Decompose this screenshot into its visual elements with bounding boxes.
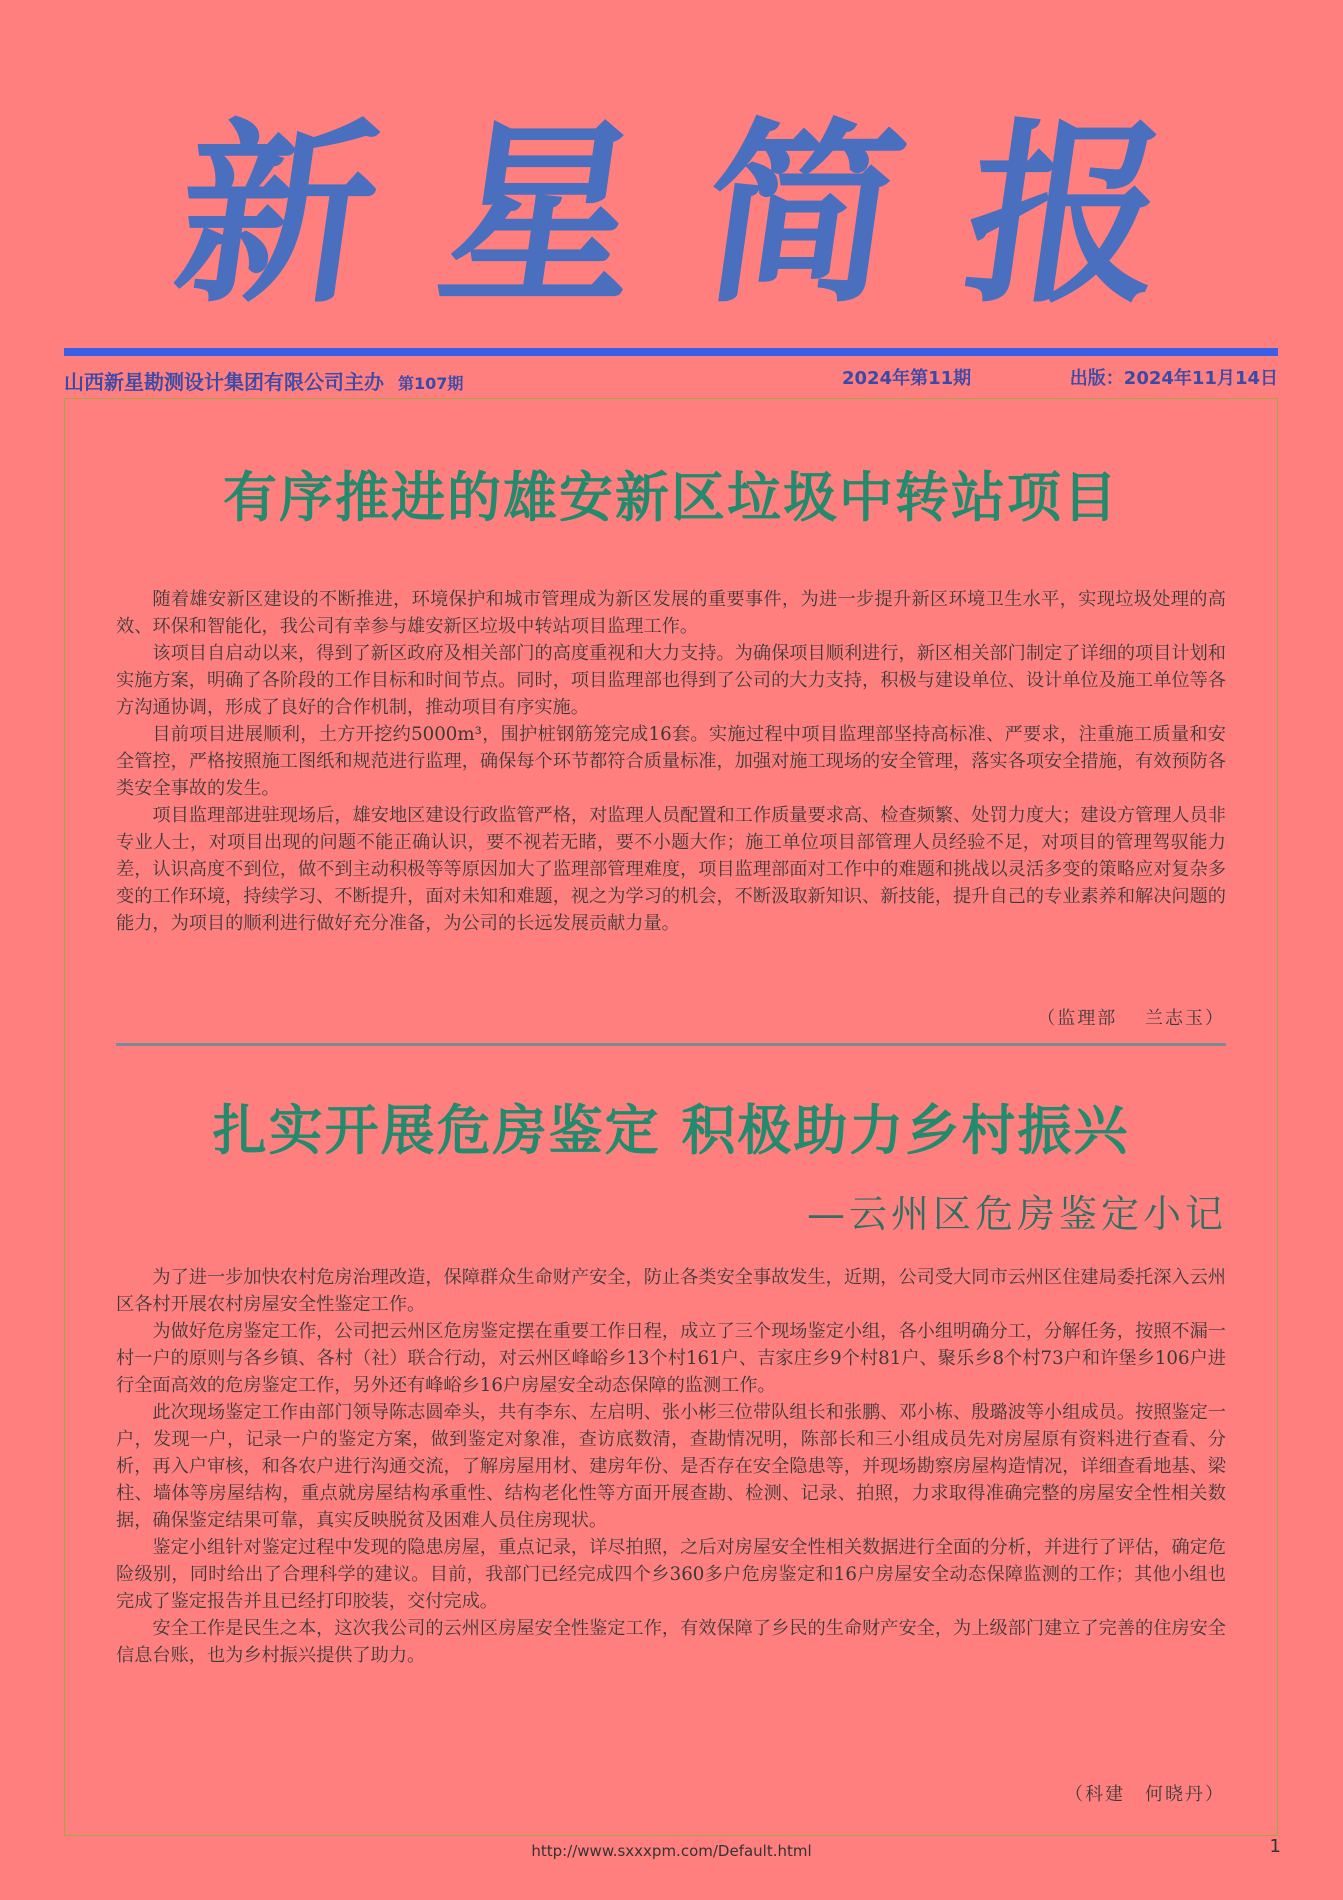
page-number: 1 [1269,1836,1281,1857]
issue-total: 第107期 [398,374,464,393]
article2-paragraph: 为了进一步加快农村危房治理改造，保障群众生命财产安全，防止各类安全事故发生，近期，公司受大同市云州区住建局委托深入云州区各村开展农村房屋安全性鉴定工作。 [116,1267,1226,1315]
masthead-title [0,95,1343,335]
masthead-rule [64,348,1278,356]
issue-number: 2024年第11期 [842,368,972,389]
article2-paragraph: 此次现场鉴定工作由部门领导陈志圆牵头，共有李东、左启明、张小彬三位带队组长和张鹏、邓小栋、殷璐波等小组成员。按照鉴定一户，发现一户，记录一户的鉴定方案，做到鉴定对象准，查访底数清，查勘情况明，陈部长和三小组成员先对房屋原有资料进行查看、分析，再入户审核，和各农户进行沟通交流，了解房屋用材、建房年份、是否存在安全隐患等，并现场勘察房屋构造情况，详细查看地基、梁柱、墙体等房屋结构，重点就房屋结构承重性、结构老化性等方面开展查勘、检测、记录、拍照，力求取得准确完整的房屋安全性相关数据，确保鉴定结果可靠，真实反映脱贫及困难人员住房现状。 [116,1402,1226,1531]
article2-headline: 扎实开展危房鉴定 积极助力乡村振兴 [212,1098,1130,1162]
article1-paragraph: 该项目自启动以来，得到了新区政府及相关部门的高度重视和大力支持。为确保项目顺利进行，新区相关部门制定了详细的项目计划和实施方案，明确了各阶段的工作目标和时间节点。同时，项目监理部也得到了公司的大力支持，积极与建设单位、设计单位及施工单位等各方沟通协调，形成了良好的合作机制，推动项目有序实施。 [116,643,1226,718]
masthead-char: 新 [163,101,391,329]
article1-paragraph: 目前项目进展顺利，土方开挖约5000m³，围护桩钢筋笼完成16套。实施过程中项目监理部坚持高标准、严要求，注重施工质量和安全管控，严格按照施工图纸和规范进行监理，确保每个环节都符合质量标准，加强对施工现场的安全管理，落实各项安全措施，有效预防各类安全事故的发生。 [116,724,1226,799]
info-bar [64,362,1278,394]
masthead-char: 报 [952,101,1180,329]
masthead-char: 星 [426,101,654,329]
article2-byline: （科建 何晓丹） [1065,1784,1225,1805]
article1-paragraph: 随着雄安新区建设的不断推进，环境保护和城市管理成为新区发展的重要事件，为进一步提升新区环境卫生水平，实现垃圾处理的高效、环保和智能化，我公司有幸参与雄安新区垃圾中转站项目监理工作。 [116,589,1226,637]
publish-date: 出版：2024年11月14日 [1069,368,1278,389]
footer-url[interactable]: http://www.sxxxpm.com/Default.html [531,1842,812,1860]
article1-byline: （监理部 兰志玉） [1037,1008,1225,1029]
article1-body [116,586,1226,937]
masthead-char: 简 [689,101,917,329]
article2-paragraph: 安全工作是民生之本，这次我公司的云州区房屋安全性鉴定工作，有效保障了乡民的生命财产安全，为上级部门建立了完善的住房安全信息台账，也为乡村振兴提供了助力。 [116,1618,1226,1666]
article1-paragraph: 项目监理部进驻现场后，雄安地区建设行政监管严格，对监理人员配置和工作质量要求高、检查频繁、处罚力度大；建设方管理人员非专业人士，对项目出现的问题不能正确认识，要不视若无睹，要不小题大作；施工单位项目部管理人员经验不足，对项目的管理驾驭能力差，认识高度不到位，做不到主动积极等等原因加大了监理部管理难度，项目监理部面对工作中的难题和挑战以灵活多变的策略应对复杂多变的工作环境，持续学习、不断提升，面对未知和难题，视之为学习的机会，不断汲取新知识、新技能，提升自己的专业素养和解决问题的能力，为项目的顺利进行做好充分准备，为公司的长远发展贡献力量。 [116,805,1226,934]
publisher-name: 山西新星勘测设计集团有限公司主办 [64,370,384,394]
article2-body [116,1264,1226,1669]
article2-paragraph: 鉴定小组针对鉴定过程中发现的隐患房屋，重点记录，详尽拍照，之后对房屋安全性相关数据进行全面的分析，并进行了评估，确定危险级别，同时给出了合理科学的建议。目前，我部门已经完成四个乡360多户危房鉴定和16户房屋安全动态保障监测的工作；其他小组也完成了鉴定报告并且已经打印胶装，交付完成。 [116,1537,1226,1612]
article2-paragraph: 为做好危房鉴定工作，公司把云州区危房鉴定摆在重要工作日程，成立了三个现场鉴定小组，各小组明确分工，分解任务，按照不漏一村一户的原则与各乡镇、各村（社）联合行动，对云州区峰峪乡13个村161户、吉家庄乡9个村81户、聚乐乡8个村73户和许堡乡106户进行全面高效的危房鉴定工作，另外还有峰峪乡16户房屋安全动态保障的监测工作。 [116,1321,1226,1396]
article1-headline: 有序推进的雄安新区垃圾中转站项目 [223,465,1119,529]
publisher-line [64,366,463,395]
article-divider [116,1043,1226,1046]
article2-subtitle: —云州区危房鉴定小记 [806,1192,1227,1236]
